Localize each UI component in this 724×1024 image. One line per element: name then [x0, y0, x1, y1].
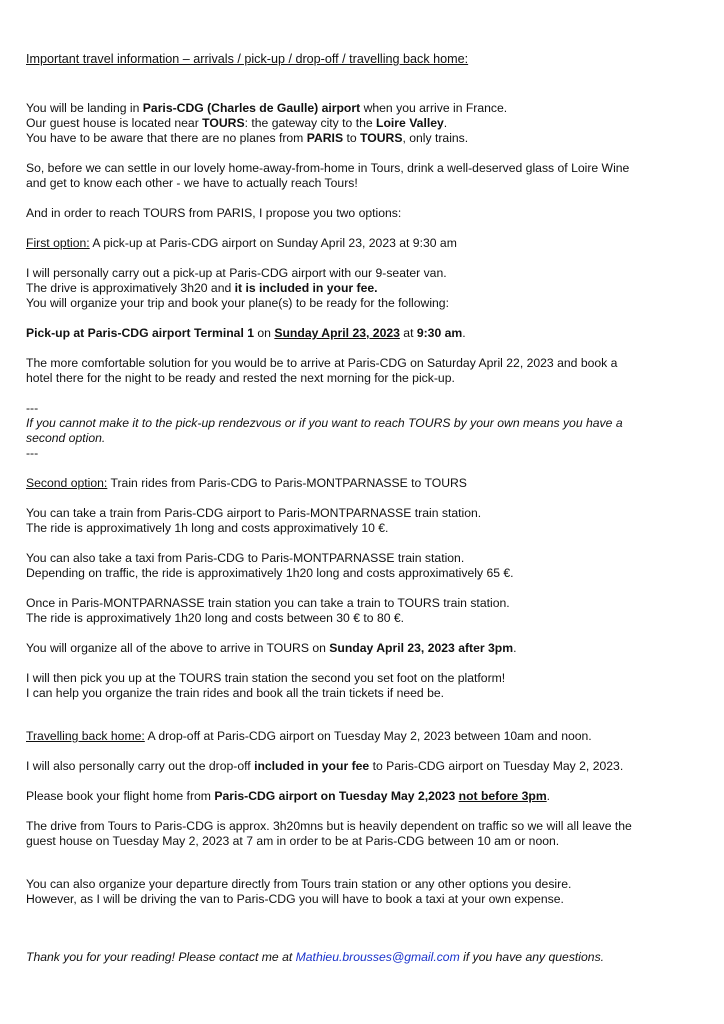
train-line: The ride is approximatively 1h long and costs approximatively 10 €. — [26, 521, 389, 535]
montparnasse-paragraph — [26, 596, 706, 626]
text: . — [443, 116, 448, 130]
settle-line: and get to know each other - we have to actually reach Tours! — [26, 176, 358, 190]
text: The drive is approximatively 3h20 and — [26, 281, 235, 295]
pickup-time: 9:30 am — [416, 326, 463, 340]
pickup-location: Pick-up at Paris-CDG airport Terminal 1 — [26, 326, 255, 340]
fee-note: included in your fee — [254, 759, 370, 773]
text: You will organize all of the above to arrive in TOURS on — [26, 641, 330, 655]
detail-line: I will personally carry out a pick-up at Paris-CDG airport with our 9-seater van. — [26, 266, 447, 280]
train-paragraph — [26, 506, 706, 536]
flight-time-constraint: not before 3pm — [458, 789, 547, 803]
drive-line: guest house on Tuesday May 2, 2023 at 7 am in order to be at Paris-CDG between 10 am or noon. — [26, 834, 560, 848]
text: I will also personally carry out the drop-off — [26, 759, 255, 773]
second-option-label: Second option: — [26, 476, 108, 490]
city-name: TOURS — [202, 116, 245, 130]
detail-line: You will organize your trip and book your plane(s) to be ready for the following: — [26, 296, 449, 310]
pickup-details — [26, 326, 706, 341]
separator-line: second option. — [26, 431, 106, 445]
train-line: You can take a train from Paris-CDG airport to Paris-MONTPARNASSE train station. — [26, 506, 482, 520]
taxi-paragraph — [26, 551, 706, 581]
back-home-label: Travelling back home: — [26, 729, 145, 743]
text: Thank you for your reading! Please contact me at — [26, 950, 296, 964]
text: when you arrive in France. — [360, 101, 508, 115]
separator-dashes: --- — [26, 446, 39, 460]
email-link[interactable]: Mathieu.brousses@gmail.com — [295, 950, 460, 964]
taxi-line: Depending on traffic, the ride is approximatively 1h20 long and costs approximatively 65 €. — [26, 566, 514, 580]
document-body — [26, 52, 706, 965]
second-option-heading — [26, 476, 706, 491]
text: at — [399, 326, 417, 340]
text: . — [462, 326, 466, 340]
first-option-summary: A pick-up at Paris-CDG airport on Sunday April 23, 2023 at 9:30 am — [89, 236, 457, 250]
station-pickup-paragraph — [26, 671, 706, 701]
montparnasse-line: Once in Paris-MONTPARNASSE train station you can take a train to TOURS train station. — [26, 596, 510, 610]
intro-line-landing — [26, 101, 706, 116]
alternative-line: You can also organize your departure directly from Tours train station or any other options you desire. — [26, 877, 572, 891]
airport-name: Paris-CDG (Charles de Gaulle) airport — [142, 101, 361, 115]
text: to Paris-CDG airport on Tuesday May 2, 2023. — [369, 759, 624, 773]
intro-line-location — [26, 116, 706, 131]
fee-note: it is included in your fee. — [234, 281, 378, 295]
city-name: TOURS — [360, 131, 403, 145]
arrival-date: Sunday April 23, 2023 after 3pm — [329, 641, 514, 655]
options-intro: And in order to reach TOURS from PARIS, I propose you two options: — [26, 206, 402, 220]
alternative-paragraph — [26, 877, 706, 907]
back-home-heading — [26, 729, 706, 744]
settle-line: So, before we can settle in our lovely home-away-from-home in Tours, drink a well-deserved glass of Loire Wine — [26, 161, 630, 175]
intro-line-planes — [26, 131, 706, 146]
text: You have to be aware that there are no planes from — [26, 131, 307, 145]
closing-note — [26, 950, 706, 965]
pickup-date: Sunday April 23, 2023 — [274, 326, 400, 340]
dropoff-paragraph — [26, 759, 706, 774]
region-name: Loire Valley — [376, 116, 444, 130]
drive-line: The drive from Tours to Paris-CDG is approx. 3h20mns but is heavily dependent on traffic so we will all leave the — [26, 819, 632, 833]
alternative-line: However, as I will be driving the van to Paris-CDG you will have to book a taxi at your own expense. — [26, 892, 564, 906]
settle-paragraph — [26, 161, 706, 191]
first-option-details — [26, 266, 706, 311]
drive-paragraph — [26, 819, 706, 849]
text: , only trains. — [402, 131, 469, 145]
separator-note — [26, 401, 706, 461]
page-title: Important travel information – arrivals / pick-up / drop-off / travelling back home: — [26, 52, 469, 66]
flight-paragraph — [26, 789, 706, 804]
back-home-summary: A drop-off at Paris-CDG airport on Tuesday May 2, 2023 between 10am and noon. — [144, 729, 592, 743]
text: You will be landing in — [26, 101, 143, 115]
montparnasse-line: The ride is approximatively 1h20 long and costs between 30 € to 80 €. — [26, 611, 405, 625]
arrive-paragraph — [26, 641, 706, 656]
detail-line — [26, 281, 706, 296]
station-pickup-line: I will then pick you up at the TOURS train station the second you set foot on the platform! — [26, 671, 506, 685]
text: to — [343, 131, 361, 145]
intro-paragraph — [26, 101, 706, 146]
comfort-paragraph — [26, 356, 706, 386]
text: : the gateway city to the — [244, 116, 377, 130]
city-name: PARIS — [306, 131, 344, 145]
separator-line: If you cannot make it to the pick-up rendezvous or if you want to reach TOURS by your own means you have a — [26, 416, 623, 430]
separator-dashes: --- — [26, 401, 39, 415]
text: . — [546, 789, 551, 803]
text: . — [513, 641, 517, 655]
text: if you have any questions. — [459, 950, 605, 964]
text: Our guest house is located near — [26, 116, 203, 130]
station-pickup-line: I can help you organize the train rides and book all the train tickets if need be. — [26, 686, 445, 700]
first-option-label: First option: — [26, 236, 90, 250]
second-option-summary: Train rides from Paris-CDG to Paris-MONTPARNASSE to TOURS — [107, 476, 467, 490]
flight-date: Paris-CDG airport on Tuesday May 2,2023 — [214, 789, 456, 803]
comfort-line: The more comfortable solution for you would be to arrive at Paris-CDG on Saturday April 22, 2023 and book a — [26, 356, 618, 370]
text: on — [254, 326, 275, 340]
text: Please book your flight home from — [26, 789, 215, 803]
taxi-line: You can also take a taxi from Paris-CDG to Paris-MONTPARNASSE train station. — [26, 551, 465, 565]
first-option-heading — [26, 236, 706, 251]
comfort-line: hotel there for the night to be ready and rested the next morning for the pick-up. — [26, 371, 455, 385]
